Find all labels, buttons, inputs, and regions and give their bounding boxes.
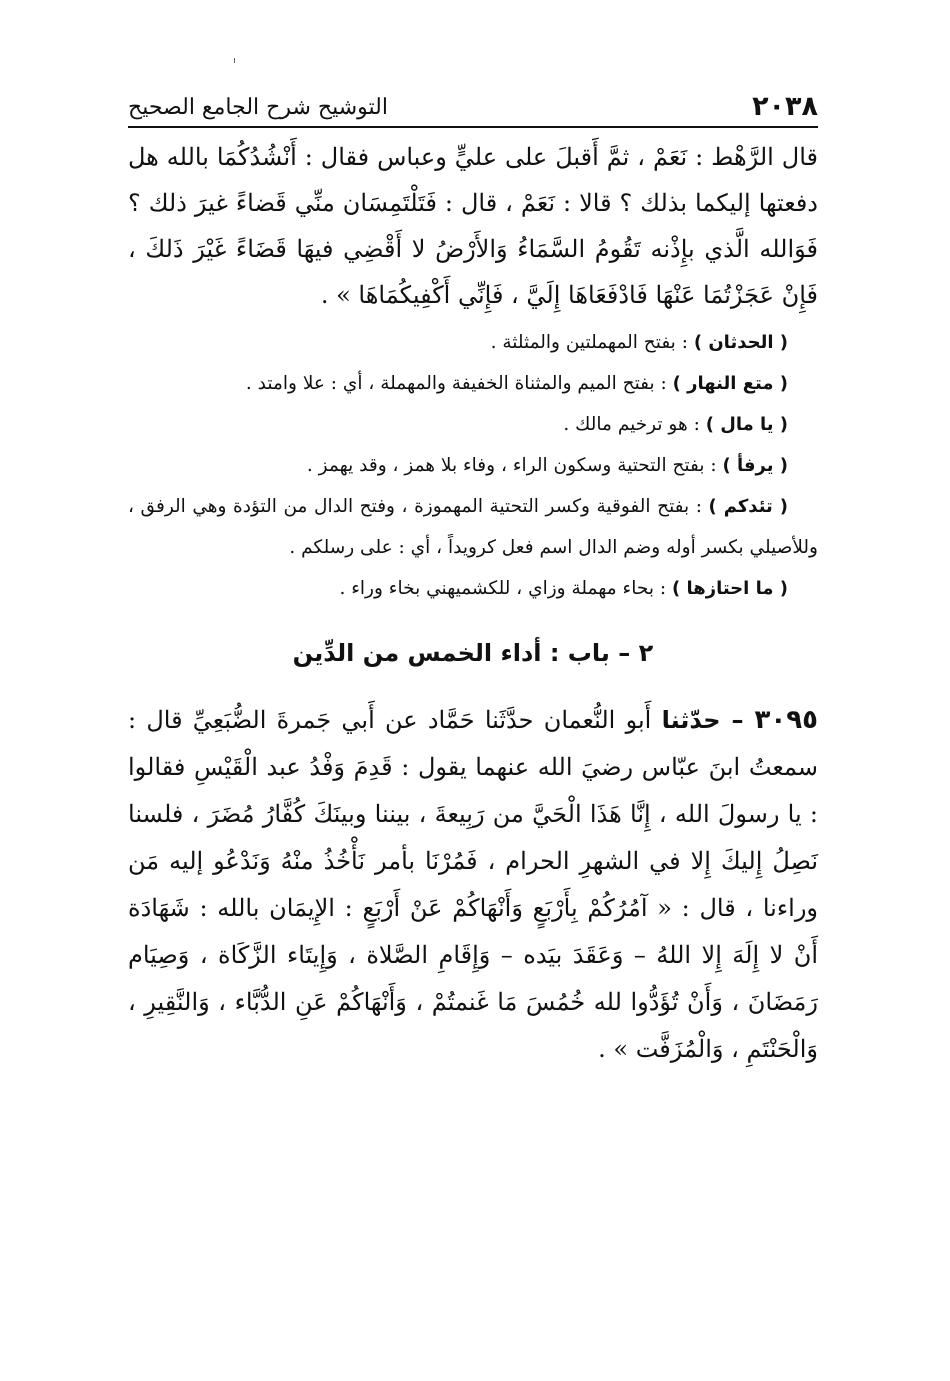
hadith-text-paragraph bbox=[128, 697, 818, 1073]
note-text: : بحاء مهملة وزاي ، للكشميهني بخاء وراء . bbox=[339, 578, 672, 599]
note-text: : بفتح الميم والمثناة الخفيفة والمهملة ، أي : علا وامتد . bbox=[245, 373, 673, 394]
note-item bbox=[128, 445, 818, 486]
note-term: ( يرفأ ) bbox=[722, 455, 788, 476]
hadith-continuation: قال الرَّهْط : نَعَمْ ، ثمَّ أَقبلَ على عليٍّ وعباس فقال : أَنْشُدُكُمَا بالله هل دفعتها إليكما بذلك ؟ قالا : نَعَمْ ، قال : فَتَلْتَمِسَان منِّي قَضاءً غيرَ ذلك ؟ فَوَالله الَّذي بإِذْنه تَقُومُ السَّمَاءُ وَالأَرْضُ لا أَقْضِي فيهَا قَضَاءً غَيْرَ ذَلكَ ، فَإِنْ عَجَزْتُمَا عَنْهَا فَادْفَعَاهَا إِلَيَّ ، فَإِنِّي أَكْفِيكُمَاهَا » . bbox=[128, 143, 818, 309]
note-text: : بفتح المهملتين والمثلثة . bbox=[490, 332, 694, 353]
hadith-narration-word: حدّثنا bbox=[661, 706, 721, 734]
note-item bbox=[128, 322, 818, 363]
note-term: ( تئدكم ) bbox=[708, 496, 788, 517]
note-term: ( يا مال ) bbox=[705, 414, 788, 435]
hadith-text: أَبو النُّعمان حدَّثَنا حَمَّاد عن أَبي جَمرةَ الضُّبَعِيِّ قال : سمعتُ ابنَ عبّاس رضيَ الله عنهما يقول : قَدِمَ وَفْدُ عبد الْقَيْسِ فقالوا : يا رسولَ الله ، إِنَّا هَذَا الْحَيَّ من رَبِيعةَ ، بيننا وبينَكَ كُفَّارُ مُضَرَ ، فلسنا نَصِلُ إِليكَ إِلا في الشهرِ الحرام ، فَمُرْنَا بأمر نَأْخُذُ منْهُ وَنَدْعُو إليه مَن وراءنا ، قال : « آمُرُكُمْ بِأَرْبَعٍ وَأَنْهَاكُمْ عَنْ أَرْبَعٍ : الإِيمَان بالله : شَهَادَة أَنْ لا إِلَهَ إِلا اللهُ – وَعَقَدَ بيَده – وَإِقَامِ الصَّلاة ، وَإِيتَاء الزَّكَاة ، وَصِيَام رَمَضَانَ ، وَأَنْ تُؤَدُّوا لله خُمُسَ مَا غَنمتُمْ ، وَأَنْهَاكُمْ عَنِ الدُّبَّاء ، وَالنَّقِيرِ ، وَالْحَنْتَمِ ، وَالْمُزَفَّت » . bbox=[128, 706, 819, 1063]
note-text: : بفتح الفوقية وكسر التحتية المهموزة ، وفتح الدال من التؤدة وهي الرفق ، وللأصيلي بكسر أوله وضم الدال اسم فعل كرويداً ، أي : على رسلكم . bbox=[128, 496, 818, 558]
page-number: ٢٠٣٨ bbox=[752, 91, 818, 122]
note-item bbox=[128, 404, 818, 445]
hadith-block bbox=[128, 697, 818, 1073]
hadith-dash: – bbox=[720, 706, 755, 734]
note-item bbox=[128, 363, 818, 404]
note-term: ( متع النهار ) bbox=[672, 373, 788, 394]
hadith-number: ٣٠٩٥ bbox=[754, 705, 819, 735]
book-page bbox=[128, 0, 818, 1381]
note-term: ( ما احتازها ) bbox=[671, 578, 788, 599]
chapter-heading: ٢ – باب : أداء الخمس من الدِّين bbox=[292, 639, 654, 667]
commentary-notes bbox=[128, 322, 818, 609]
note-term: ( الحدثان ) bbox=[693, 332, 788, 353]
note-text: : بفتح التحتية وسكون الراء ، وفاء بلا همز ، وقد يهمز . bbox=[306, 455, 723, 476]
running-title: التوشيح شرح الجامع الصحيح bbox=[128, 95, 388, 120]
page-header bbox=[128, 86, 818, 128]
note-item bbox=[128, 568, 818, 609]
page-body bbox=[128, 134, 818, 1073]
note-item bbox=[128, 486, 818, 568]
note-text: : هو ترخيم مالك . bbox=[563, 414, 706, 435]
